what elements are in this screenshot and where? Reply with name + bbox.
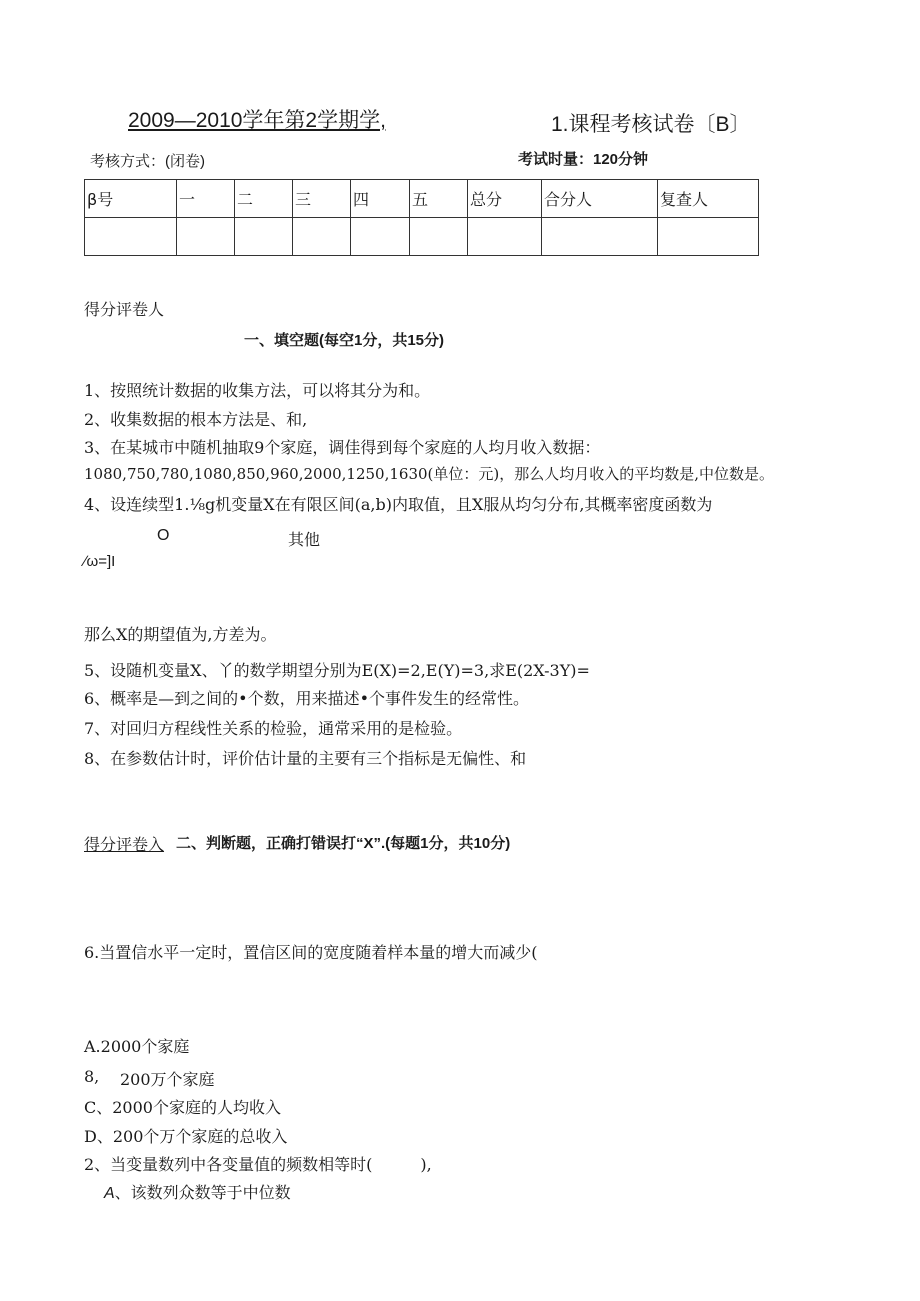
question-2-section2: 2、当变量数列中各变量值的频数相等时( ), (84, 1155, 432, 1174)
section1-grader-label: 得分评卷人 (84, 300, 165, 319)
question-1: 1、按照统计数据的收集方法，可以将其分为和。 (84, 381, 431, 400)
question-4: 4、设连续型1.⅛g机变量X在有限区间(a,b)内取值，且X服从均匀分布,其概率密度函数为 (84, 495, 713, 514)
header-cell-q5: 五 (410, 180, 468, 218)
exam-time: 考试时量：120分钟 (518, 151, 649, 168)
q2-option-a-text: 、该数列众数等于中位数 (114, 1183, 291, 1202)
question-5: 5、设随机变量X、丫的数学期望分别为E(X)=2,E(Y)=3,求E(2X-3Y)= (84, 661, 590, 680)
question-4-formula: ∕ω=]I (84, 553, 116, 570)
option-d: D、200个万个家庭的总收入 (84, 1127, 288, 1146)
question-3: 3、在某城市中随机抽取9个家庭，调佳得到每个家庭的人均月收入数据： (84, 438, 601, 457)
score-cell[interactable] (542, 218, 658, 256)
question-4-other: 其他 (288, 530, 321, 549)
header-cell-scorer: 合分人 (542, 180, 658, 218)
option-b-label: 8, (84, 1067, 100, 1086)
term-heading: 2009—2010学年第2学期学, (128, 109, 386, 132)
score-table-entry-row (85, 218, 759, 256)
section2-title: 二、判断题，正确打错误打“X”.(每题1分，共10分) (176, 835, 511, 852)
question-4-zero: O (157, 527, 170, 544)
score-cell[interactable] (293, 218, 351, 256)
section1-title: 一、填空题(每空1分，共15分) (244, 332, 445, 349)
header-cell-q1: 一 (177, 180, 235, 218)
option-a: A.2000个家庭 (84, 1037, 190, 1056)
score-table (84, 179, 759, 256)
header-cell-total: 总分 (468, 180, 542, 218)
q2-option-a (104, 1180, 291, 1203)
score-cell[interactable] (468, 218, 542, 256)
header-cell-q2: 二 (235, 180, 293, 218)
question-8: 8、在参数估计时，评价估计量的主要有三个指标是无偏性、和 (84, 749, 527, 768)
question-3-data: 1080,750,780,1080,850,960,2000,1250,1630(单位：元)，那么人均月收入的平均数是,中位数是。 (84, 465, 775, 483)
judgement-question-6: 6.当置信水平一定时，置信区间的宽度随着样本量的增大而减少( (84, 943, 538, 962)
header-cell-q4: 四 (351, 180, 410, 218)
header-cell-number: β号 (85, 180, 177, 218)
exam-title: 1.课程考核试卷〔B〕 (551, 113, 751, 136)
exam-mode: 考核方式：(闭卷) (90, 153, 205, 170)
option-c: C、2000个家庭的人均收入 (84, 1098, 281, 1117)
question-7: 7、对回归方程线性关系的检验，通常采用的是检验。 (84, 719, 463, 738)
q2-option-a-letter: A (104, 1185, 115, 1202)
score-cell[interactable] (235, 218, 293, 256)
header-cell-reviewer: 复查人 (658, 180, 759, 218)
option-b: 200万个家庭 (120, 1070, 215, 1089)
section2-grader-label: 得分评卷入 (84, 835, 165, 854)
question-2: 2、收集数据的根本方法是、和, (84, 410, 308, 429)
score-cell[interactable] (410, 218, 468, 256)
score-cell[interactable] (177, 218, 235, 256)
question-6: 6、概率是—到之间的•个数，用来描述•个事件发生的经常性。 (84, 689, 530, 708)
header-cell-q3: 三 (293, 180, 351, 218)
score-cell[interactable] (658, 218, 759, 256)
score-table-header-row (85, 180, 759, 218)
question-4-tail: 那么X的期望值为,方差为。 (84, 625, 277, 644)
score-cell[interactable] (85, 218, 177, 256)
score-cell[interactable] (351, 218, 410, 256)
